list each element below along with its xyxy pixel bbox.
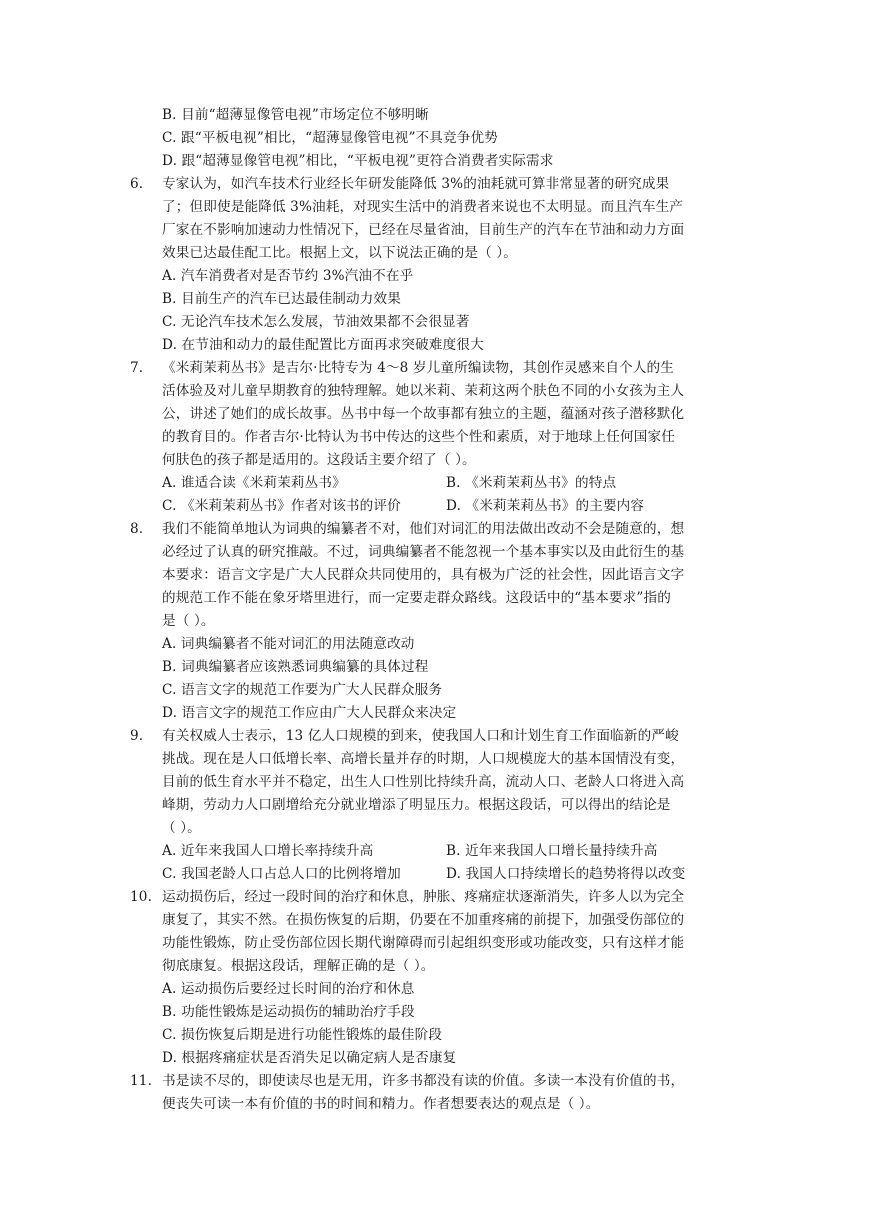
q7-option-c: C. 《米莉茉莉丛书》作者对该书的评价 (162, 498, 401, 514)
q11-stem-line: 便丧失可读一本有价值的书的时间和精力。作者想要表达的观点是（ ）。 (162, 1096, 600, 1112)
q7-option-a: A. 谁适合读《米莉茉莉丛书》 (162, 475, 346, 491)
q10-stem-line: 彻底康复。根据这段话，理解正确的是（ ）。 (162, 958, 435, 974)
q9-stem-line: 目前的低生育水平并不稳定，出生人口性别比持续升高，流动人口、老龄人口将进入高 (162, 774, 685, 790)
q7-stem-line: 活体验及对儿童早期教育的独特理解。她以米莉、茉莉这两个肤色不同的小女孩为主人 (162, 383, 685, 399)
q6-stem-line: 了；但即使是能降低 3%油耗，对现实生活中的消费者来说也不太明显。而且汽车生产 (162, 199, 684, 215)
q5-option-d: D. 跟“超薄显像管电视”相比，“平板电视”更符合消费者实际需求 (162, 153, 554, 169)
q6-stem-line: 厂家在不影响加速动力性情况下，已经在尽量省油，目前生产的汽车在节油和动力方面 (162, 222, 685, 238)
q7-stem-line: 何肤色的孩子都是适用的。这段话主要介绍了（ ）。 (162, 452, 476, 468)
q10-option-a: A. 运动损伤后要经过长时间的治疗和休息 (162, 981, 415, 997)
q9-option-a: A. 近年来我国人口增长率持续升高 (162, 843, 374, 859)
q8-option-b: B. 词典编纂者应该熟悉词典编纂的具体过程 (162, 659, 429, 675)
q7-stem-line: 《米莉茉莉丛书》是吉尔·比特专为 4～8 岁儿童所编读物，其创作灵感来自个人的生 (162, 360, 675, 376)
q8-number: 8. (130, 521, 144, 537)
q9-stem-line: 有关权威人士表示，13 亿人口规模的到来，使我国人口和计划生育工作面临新的严峻 (162, 728, 679, 744)
q6-first-line (130, 173, 742, 196)
q7-option-b: B. 《米莉茉莉丛书》的特点 (446, 475, 617, 491)
q9-options-row-2 (130, 863, 742, 886)
q7-options-row-2 (130, 495, 742, 518)
q9-option-b: B. 近年来我国人口增长量持续升高 (446, 843, 658, 859)
q7-stem-line: 公，讲述了她们的成长故事。丛书中每一个故事都有独立的主题，蕴涵对孩子潜移默化 (162, 406, 685, 422)
q10-number: 10. (130, 889, 153, 905)
exam-content (130, 104, 742, 1116)
q9-option-d: D. 我国人口持续增长的趋势将得以改变 (446, 866, 686, 882)
q6-stem-line: 专家认为，如汽车技术行业经长年研发能降低 3%的油耗就可算非常显著的研究成果 (162, 176, 670, 192)
q10-stem-line: 功能性锻炼，防止受伤部位因长期代谢障碍而引起组织变形或功能改变，只有这样才能 (162, 935, 685, 951)
q8-stem-line: 必经过了认真的研究推敲。不过，词典编纂者不能忽视一个基本事实以及由此衍生的基 (162, 544, 685, 560)
q7-first-line (130, 357, 742, 380)
q8-option-c: C. 语言文字的规范工作要为广大人民群众服务 (162, 682, 443, 698)
q6-option-d: D. 在节油和动力的最佳配置比方面再求突破难度很大 (162, 337, 484, 353)
q10-option-d: D. 根据疼痛症状是否消失足以确定病人是否康复 (162, 1050, 457, 1066)
q11-stem-line: 书是读不尽的，即使读尽也是无用，许多书都没有读的价值。多读一本没有价值的书， (162, 1073, 685, 1089)
q6-option-a: A. 汽车消费者对是否节约 3%汽油不在乎 (162, 268, 414, 284)
q7-stem-line: 的教育目的。作者吉尔·比特认为书中传达的这些个性和素质，对于地球上任何国家任 (162, 429, 675, 445)
q8-first-line (130, 518, 742, 541)
q8-stem-line: 我们不能简单地认为词典的编纂者不对，他们对词汇的用法做出改动不会是随意的，想 (162, 521, 685, 537)
q10-option-b: B. 功能性锻炼是运动损伤的辅助治疗手段 (162, 1004, 415, 1020)
q8-option-a: A. 词典编纂者不能对词汇的用法随意改动 (162, 636, 415, 652)
q6-stem-line: 效果已达最佳配工比。根据上文，以下说法正确的是（ ）。 (162, 245, 518, 261)
q10-first-line (130, 886, 742, 909)
q11-first-line (130, 1070, 742, 1093)
q5-option-b: B. 目前“超薄显像管电视”市场定位不够明晰 (162, 107, 429, 123)
q10-option-c: C. 损伤恢复后期是进行功能性锻炼的最佳阶段 (162, 1027, 443, 1043)
q8-stem-line: 本要求：语言文字是广大人民群众共同使用的，具有极为广泛的社会性，因此语言文字 (162, 567, 685, 583)
q11-number: 11. (130, 1073, 153, 1089)
q9-first-line (130, 725, 742, 748)
q9-options-row-1 (130, 840, 742, 863)
q9-stem-line: 挑战。现在是人口低增长率、高增长量并存的时期，人口规模庞大的基本国情没有变， (162, 751, 685, 767)
q10-stem-line: 运动损伤后，经过一段时间的治疗和休息，肿胀、疼痛症状逐渐消失，许多人以为完全 (162, 889, 685, 905)
q9-stem-line: （ ）。 (162, 820, 201, 836)
q9-stem-line: 峰期，劳动力人口剧增给充分就业增添了明显压力。根据这段话，可以得出的结论是 (162, 797, 671, 813)
q6-option-b: B. 目前生产的汽车已达最佳制动力效果 (162, 291, 401, 307)
q8-stem-line: 是（ ）。 (162, 613, 215, 629)
q9-number: 9. (130, 728, 144, 744)
q5-option-c: C. 跟“平板电视”相比，“超薄显像管电视”不具竞争优势 (162, 130, 499, 146)
q6-option-c: C. 无论汽车技术怎么发展，节油效果都不会很显著 (162, 314, 470, 330)
q8-option-d: D. 语言文字的规范工作应由广大人民群众来决定 (162, 705, 457, 721)
q7-option-d: D. 《米莉茉莉丛书》的主要内容 (446, 498, 645, 514)
q9-option-c: C. 我国老龄人口占总人口的比例将增加 (162, 866, 401, 882)
q8-stem-line: 的规范工作不能在象牙塔里进行，而一定要走群众路线。这段话中的“基本要求”指的 (162, 590, 671, 606)
q10-stem-line: 康复了，其实不然。在损伤恢复的后期，仍要在不加重疼痛的前提下，加强受伤部位的 (162, 912, 685, 928)
q7-options-row-1 (130, 472, 742, 495)
q7-number: 7. (130, 360, 144, 376)
q6-number: 6. (130, 176, 144, 192)
